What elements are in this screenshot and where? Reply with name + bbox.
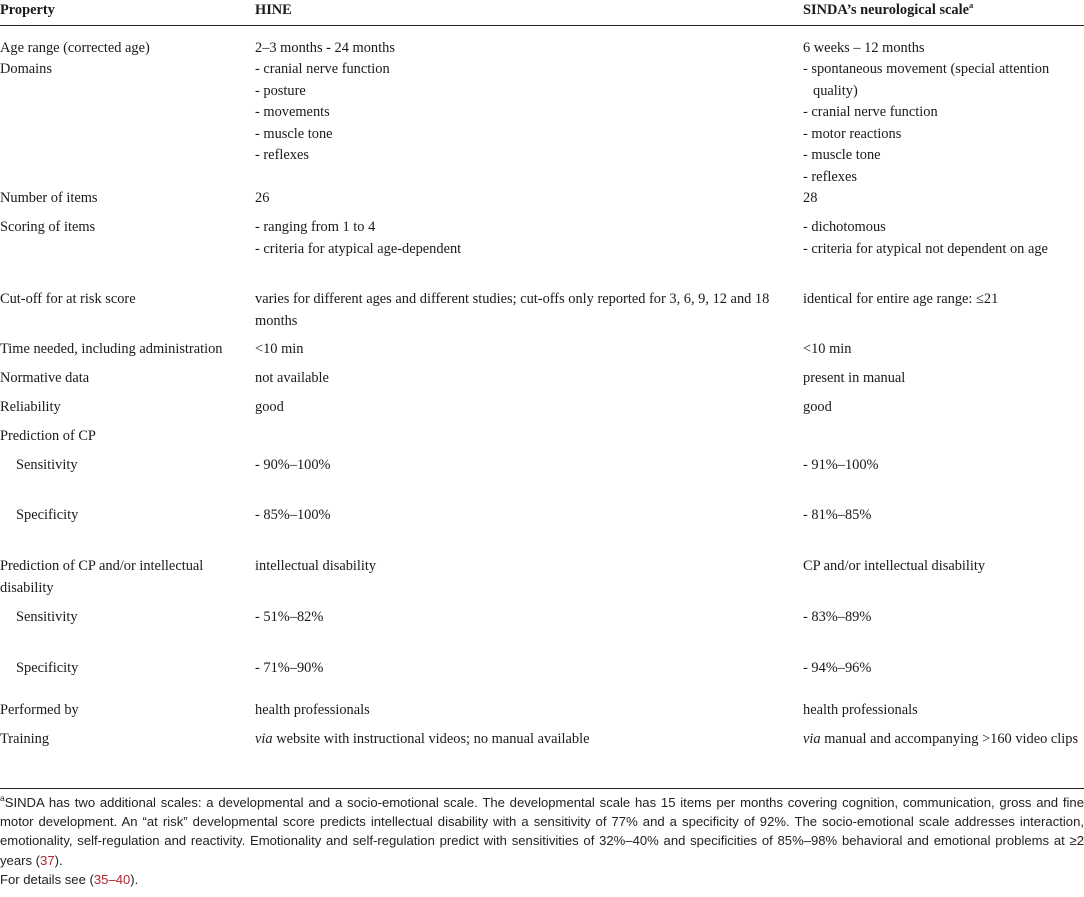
table-row (0, 505, 1084, 556)
cell-property: Scoring of items (0, 219, 96, 235)
header-sinda-label: SINDA’s neurological scale (803, 2, 970, 18)
hine-line: intellectual disability (255, 558, 377, 574)
cell-hine (255, 426, 803, 455)
table-row (0, 339, 1084, 368)
sinda-line: - dichotomous (803, 219, 886, 235)
hine-line: not available (255, 370, 329, 386)
sinda-line: health professionals (803, 702, 918, 718)
footnote-text: SINDA has two additional scales: a developmental and a socio-emotional scale. The developmental scale has 15 items per months covering cognition, communication, gross and fine motor development. An “at risk” developmental score predicts intellectual disability with a sensitivity of 77% and a specificity of 92%. The socio-emotional scale addresses interaction, emotionality, self-regulation and reactivity. Emotionality and self-regulation predict with sensitivities of 32%–40% and specificities of 85%–98% behavioral and emotional problems at ≥2 years ( (0, 795, 1084, 868)
footnote-marker: a (0, 793, 5, 803)
cell-sinda (803, 556, 1084, 607)
table-row (0, 658, 1084, 700)
hine-line: - reflexes (255, 147, 309, 163)
header-sinda-footnote-marker: a (969, 0, 974, 10)
hine-line: 2–3 months - 24 months (255, 39, 395, 56)
details-suffix: ). (130, 871, 139, 887)
cell-property: Specificity (16, 660, 79, 676)
sinda-line: identical for entire age range: ≤21 (803, 291, 999, 307)
cell-hine (255, 289, 803, 339)
hine-line: good (255, 399, 284, 415)
table-row (0, 188, 1084, 217)
cell-property: Prediction of CP and/or intellectual disability (0, 558, 204, 596)
cell-hine (255, 339, 803, 368)
hine-line: - 90%–100% (255, 457, 331, 473)
hine-line: - muscle tone (255, 125, 333, 142)
cell-property: Sensitivity (16, 609, 78, 625)
hine-line: varies for different ages and different studies; cut-offs only reported for 3, 6, 9, 12 and 18 months (255, 291, 770, 329)
table-body (0, 25, 1084, 756)
table-row (0, 289, 1084, 339)
cell-property: Sensitivity (16, 457, 78, 473)
cell-property: Specificity (16, 507, 79, 523)
sinda-line: - spontaneous movement (special attention quality) (803, 61, 1050, 99)
table-row (0, 368, 1084, 397)
hine-training-text: website with instructional videos; no manual available (272, 731, 590, 747)
cell-sinda (803, 426, 1084, 455)
cell-hine (255, 556, 803, 607)
sinda-line: - cranial nerve function (803, 104, 938, 120)
cell-property: Training (0, 731, 50, 747)
sinda-line: - reflexes (803, 168, 857, 185)
sinda-line: - 94%–96% (803, 660, 872, 676)
cell-property: Performed by (0, 702, 79, 718)
table-row (0, 556, 1084, 607)
cell-hine (255, 368, 803, 397)
cell-sinda (803, 700, 1084, 729)
cell-sinda (803, 397, 1084, 426)
table-row (0, 455, 1084, 505)
hine-via: via (255, 731, 273, 747)
header-sinda (803, 0, 1084, 25)
table-row (0, 700, 1084, 729)
sinda-line: - 91%–100% (803, 457, 879, 473)
sinda-via: via (803, 731, 821, 747)
hine-line: - 85%–100% (255, 507, 331, 523)
reference-link-37[interactable]: 37 (40, 852, 55, 868)
sinda-line: 6 weeks – 12 months (803, 39, 925, 56)
sinda-line: 28 (803, 190, 818, 206)
hine-line: - movements (255, 104, 330, 120)
cell-property: Domains (0, 61, 52, 77)
table-row (0, 397, 1084, 426)
sinda-line: CP and/or intellectual disability (803, 558, 986, 574)
cell-hine (255, 59, 803, 188)
cell-property: Cut-off for at risk score (0, 291, 136, 307)
cell-hine (255, 397, 803, 426)
cell-property: Age range (corrected age) (0, 39, 150, 56)
cell-sinda (803, 729, 1084, 756)
details-prefix: For details see ( (0, 871, 94, 887)
cell-hine (255, 25, 803, 59)
sinda-training-text: manual and accompanying >160 video clips (820, 731, 1079, 747)
cell-hine (255, 729, 803, 756)
table-row (0, 25, 1084, 59)
cell-sinda (803, 59, 1084, 188)
cell-sinda (803, 658, 1084, 700)
cell-sinda (803, 289, 1084, 339)
cell-hine (255, 700, 803, 729)
cell-property: Reliability (0, 399, 61, 415)
cell-hine (255, 658, 803, 700)
footnote-text-end: ). (54, 852, 63, 868)
hine-line: <10 min (255, 341, 304, 357)
cell-property: Prediction of CP (0, 428, 96, 444)
cell-sinda (803, 25, 1084, 59)
cell-sinda (803, 505, 1084, 556)
cell-sinda (803, 217, 1084, 289)
header-hine: HINE (255, 0, 803, 25)
table-row (0, 217, 1084, 289)
sinda-line: good (803, 399, 832, 415)
footnote-paragraph (0, 793, 1084, 870)
sinda-line: - motor reactions (803, 125, 902, 142)
table-row (0, 729, 1084, 756)
details-paragraph (0, 870, 1084, 889)
cell-property: Number of items (0, 190, 98, 206)
cell-hine (255, 607, 803, 658)
cell-sinda (803, 368, 1084, 397)
cell-hine (255, 505, 803, 556)
sinda-line: - criteria for atypical not dependent on age (803, 240, 1048, 257)
cell-hine (255, 217, 803, 289)
reference-link-35-40[interactable]: 35–40 (93, 871, 131, 887)
hine-line: health professionals (255, 702, 370, 718)
cell-property: Normative data (0, 370, 90, 386)
cell-property: Time needed, including administration (0, 341, 223, 357)
hine-line: 26 (255, 190, 270, 206)
table-row (0, 426, 1084, 455)
header-property: Property (0, 0, 255, 25)
hine-line: - posture (255, 82, 306, 99)
sinda-line: <10 min (803, 341, 852, 357)
cell-hine (255, 455, 803, 505)
cell-sinda (803, 339, 1084, 368)
sinda-line: - 81%–85% (803, 507, 872, 523)
sinda-line: - muscle tone (803, 147, 881, 163)
cell-sinda (803, 188, 1084, 217)
table-row (0, 607, 1084, 658)
hine-line: - cranial nerve function (255, 61, 390, 77)
hine-line: - 71%–90% (255, 660, 324, 676)
hine-line: - criteria for atypical age-dependent (255, 240, 462, 257)
cell-hine (255, 188, 803, 217)
header-row (0, 0, 1084, 25)
sinda-line: present in manual (803, 370, 906, 386)
hine-line: - 51%–82% (255, 609, 324, 625)
cell-sinda (803, 455, 1084, 505)
sinda-line: - 83%–89% (803, 609, 872, 625)
hine-line: - ranging from 1 to 4 (255, 219, 376, 235)
table-row (0, 59, 1084, 188)
table-footnote (0, 788, 1084, 889)
cell-sinda (803, 607, 1084, 658)
